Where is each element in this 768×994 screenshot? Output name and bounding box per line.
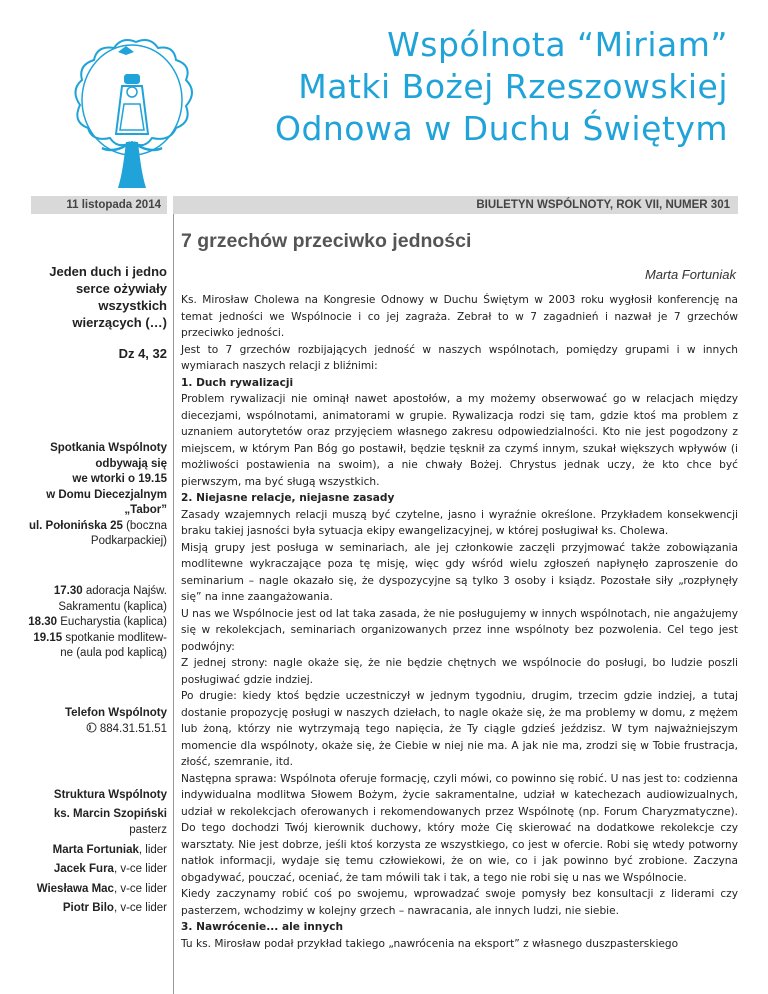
schedule-text: ne (aula pod kaplicą) <box>60 647 167 659</box>
meetings-line: we wtorki o 19.15 <box>72 473 167 485</box>
article-subheading: 2. Niejasne relacje, niejasne zasady <box>181 492 395 504</box>
article-paragraph: Z jednej strony: nagle okaże się, że nie będzie chętnych we wspólnocie do posługi, bo ludzie poszli posługiwać gdzie indziej. <box>181 657 738 686</box>
masthead-line-3: Odnowa w Duchu Świętym <box>274 109 728 148</box>
phone-icon <box>86 723 100 735</box>
article-paragraph: Tu ks. Mirosław podał przykład takiego „nawrócenia na eksport” z własnego duszpasterskiego <box>181 937 679 950</box>
column-divider <box>173 214 174 994</box>
article-paragraph: Ks. Mirosław Cholewa na Kongresie Odnowy w Duchu Świętym w 2003 roku wygłosił konferencję na temat jedności we Wspólnocie i co jej zagraża. Zebrał to w 7 zagadnień i nazwał je 7 grzechów przeciwko jedności. <box>181 294 738 339</box>
person-name: Piotr Bilo <box>62 902 114 914</box>
article-subheading: 1. Duch rywalizacji <box>181 376 294 389</box>
meetings-line: „Tabor” <box>124 504 167 516</box>
meetings-line: odbywają się <box>95 457 167 470</box>
article-paragraph: Misją grupy jest posługa w seminariach, ale jej członkowie zaczęli przyjmować także zobowiązania modlitewne wykraczające poza tę misję, więc gdy wśród wielu zgłoszeń napłynęło zaproszenie do seminarium – nagle okazało się, że dyspozycyjne są tylko 3 osoby i ksiądz. Pozostałe siły „rozpłynęły się” na inne zaangażowania. <box>181 541 738 603</box>
masthead-line-2: Matki Bożej Rzeszowskiej <box>298 67 728 106</box>
person-role: , lider <box>138 843 167 856</box>
quote-line: wierzących (…) <box>72 315 167 330</box>
schedule-time: 19.15 <box>33 631 63 644</box>
meetings-line: Podkarpackiej) <box>90 535 167 547</box>
schedule-time: 18.30 <box>28 616 58 628</box>
sidebar-schedule <box>14 584 167 662</box>
person-role: , v-ce lider <box>113 863 167 875</box>
structure-heading: Struktura Wspólnoty <box>53 789 167 801</box>
issue-date: 11 listopada 2014 <box>66 199 161 211</box>
article-paragraph: Zasady wzajemnych relacji muszą być czytelne, jasno i wyraźnie określone. Przykładem konsekwencji braku takiej jasności była sytuacja ekipy ewangelizacyjnej, w której posługiwał ks. Cholewa. <box>181 508 738 537</box>
person-role: , v-ce lider <box>113 882 167 895</box>
article-author: Marta Fortuniak <box>644 267 736 282</box>
person-name: ks. Marcin Szopiński <box>53 807 167 820</box>
quote-line: Jeden duch i jedno <box>49 264 167 279</box>
meetings-line: w Domu Diecezjalnym <box>46 488 167 501</box>
quote-reference: Dz 4, 32 <box>118 346 167 361</box>
masthead-line-1: Wspólnota “Miriam” <box>387 25 728 64</box>
article-paragraph: Kiedy zaczynamy robić coś po swojemu, wprowadzać swoje pomysły bez konsultacji z liderami czy pasterzem, wchodzimy w kolejny grzech – nawracania, ale innych ludzi, nie siebie. <box>181 888 738 917</box>
article-paragraph: Następna sprawa: Wspólnota oferuje formację, czyli mówi, co powinno się robić. U nas jest to: codzienna indywidualna modlitwa Słowem Bożym, życie sakramentalne, udział w katechezach audiowizualnych, udział w rekolekcjach oferowanych i rekomendowanych przez Wspólnotę (np. Forum Charyzmatyczne). Do tego dochodzi Twój kierownik duchowy, który może Cię skierować na dodatkowe rekolekcje czy warsztaty. Nie jest dobrze, jeśli ktoś korzysta ze wszystkiego, co jest w ofercie. Robi się wtedy potworny natłok informacji, wydaje się temu człowiekowi, że on wie, co i jak powinno być zrobione. Zaczyna obgadywać, pouczać, oceniać, że tam mówili tak i tak, a tego nie robi się u nas we Wspólnocie. <box>181 772 738 884</box>
article-paragraph: Jest to 7 grzechów rozbijających jedność w naszych wspólnotach, pomiędzy grupami i w innych wymiarach naszych relacji z bliźnimi: <box>181 343 738 372</box>
community-logo-icon <box>52 30 212 190</box>
article-paragraph: U nas we Wspólnocie jest od lat taka zasada, że nie posługujemy w innych wspólnotach, nie angażujemy się w rekolekcjach, seminariach organizowanych przez inne wspólnoty bez pozwolenia. Cel tego jest podwójny: <box>181 607 738 653</box>
sidebar-phone <box>14 706 167 737</box>
person-role: , v-ce lider <box>113 902 167 914</box>
quote-line: wszystkich <box>98 298 167 313</box>
schedule-text: Sakramentu (kaplica) <box>58 600 167 613</box>
quote-line: serce ożywiały <box>75 281 167 296</box>
date-bar <box>31 196 167 214</box>
masthead <box>275 24 728 150</box>
phone-label: Telefon Wspólnoty <box>64 707 167 719</box>
schedule-time: 17.30 <box>53 585 83 597</box>
article-title: 7 grzechów przeciwko jedności <box>181 230 472 252</box>
article-paragraph: Po drugie: kiedy ktoś będzie uczestniczył w jednym tygodniu, drugim, trzecim gdzie indziej, a tutaj dostanie propozycję posługi w naszych dziełach, to nagle okaże się, że ma problemy w domu, z mężem lub żoną, którzy nie wytrzymają tego napięcia, że Ty ciągle gdzieś jeździsz. W tym najważniejszym momencie dla wspólnoty, okaże się, że Ciebie w niej nie ma. A jak nie ma, zrodzi się w Tobie frustracja, złość, szemranie, itd. <box>181 690 738 768</box>
article-paragraph: Problem rywalizacji nie ominął nawet apostołów, a my możemy obserwować go w relacjach między diecezjami, wspólnotami, animatorami w grupie. Rywalizacja rodzi się tam, gdzie ktoś ma problem z uznaniem autorytetów oraz przyjęciem własnego zakresu odpowiedzialności. Kto nie jest pogodzony z miejscem, w którym Pan Bóg go postawił, będzie tęsknił za czymś innym, szukał większych wpływów (i możliwości postawienia na swoim), a nie chwały Bożej. Chrystus jednak uczy, że kto chce być pierwszym, ma być sługą wszystkich. <box>181 393 738 488</box>
person-role: pasterz <box>129 824 167 836</box>
person-name: Jacek Fura <box>53 863 114 875</box>
sidebar-structure <box>14 787 167 917</box>
article-subheading: 3. Nawrócenie... ale innych <box>181 921 344 933</box>
schedule-text: spotkanie modlitew- <box>62 631 167 644</box>
meetings-address: ul. Połonińska 25 <box>28 519 123 532</box>
schedule-text: Eucharystia (kaplica) <box>57 616 167 628</box>
schedule-text: adoracja Najśw. <box>82 585 167 597</box>
person-name: Marta Fortuniak <box>52 843 139 856</box>
meetings-address-note: (boczna <box>122 519 167 532</box>
person-name: Wiesława Mac <box>36 882 114 895</box>
phone-number: 884.31.51.51 <box>99 722 167 735</box>
bulletin-label: BIULETYN WSPÓLNOTY, ROK VII, NUMER 301 <box>476 199 730 211</box>
sidebar-meetings <box>14 441 167 550</box>
bulletin-bar <box>173 196 738 214</box>
meetings-line: Spotkania Wspólnoty <box>50 442 167 454</box>
article-body <box>181 292 738 952</box>
sidebar-quote <box>14 263 167 362</box>
